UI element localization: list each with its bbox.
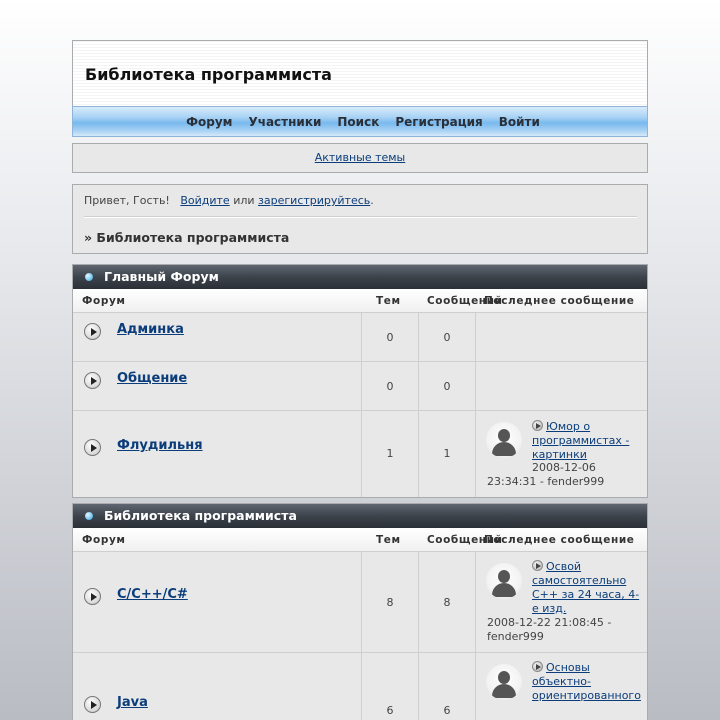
posts-cell	[418, 653, 475, 720]
nav-forum[interactable]: Форум	[186, 114, 233, 129]
last-post-meta: 2008-12-06 23:34:31 - fender999	[487, 461, 605, 488]
category-main-forum	[72, 264, 648, 498]
forum-cell	[73, 313, 361, 361]
or-text: или	[233, 194, 255, 207]
category-header	[73, 504, 647, 528]
forum-cell	[73, 362, 361, 410]
forum-cell	[73, 653, 361, 720]
go-to-post-icon[interactable]	[532, 420, 543, 431]
forum-link[interactable]: Админка	[117, 322, 184, 337]
forum-arrow-icon	[84, 588, 101, 605]
col-posts: Сообщений	[427, 534, 503, 546]
bullet-icon	[85, 512, 93, 520]
go-to-post-icon[interactable]	[532, 560, 543, 571]
forum-link[interactable]: Общение	[117, 371, 188, 386]
last-post-cell	[475, 362, 647, 410]
site-header	[72, 40, 648, 106]
topics-count: 6	[386, 704, 394, 717]
forum-link[interactable]: Флудильня	[117, 438, 203, 453]
last-post-user: fender999	[487, 630, 544, 643]
forum-row	[73, 653, 647, 720]
nav-register[interactable]: Регистрация	[395, 114, 483, 129]
forum-cell	[73, 552, 361, 652]
col-topics: Тем	[376, 295, 401, 307]
forum-cell	[73, 411, 361, 497]
go-to-post-icon[interactable]	[532, 661, 543, 672]
col-last: Последнее сообщение	[484, 295, 635, 307]
topics-cell	[361, 362, 418, 410]
category-library	[72, 503, 648, 720]
active-topics-bar	[72, 143, 648, 173]
posts-cell	[418, 552, 475, 652]
forum-row	[73, 313, 647, 362]
breadcrumb: » Библиотека программиста	[84, 230, 290, 245]
topics-cell	[361, 313, 418, 361]
last-post-user: fender999	[547, 475, 605, 488]
forum-link[interactable]: C/C++/C#	[117, 587, 188, 602]
col-posts: Сообщений	[427, 295, 503, 307]
last-post-cell	[475, 313, 647, 361]
forum-row	[73, 362, 647, 411]
page-wrapper	[72, 40, 648, 720]
greeting-text: Привет, Гость!	[84, 194, 170, 207]
topics-count: 0	[386, 331, 394, 344]
topics-count: 8	[386, 596, 394, 609]
welcome-line	[84, 194, 636, 207]
topics-count: 1	[386, 447, 394, 460]
col-forum: Форум	[82, 295, 126, 307]
forum-arrow-icon	[84, 439, 101, 456]
last-post-link[interactable]: Основы объектно-ориентированного	[532, 661, 641, 702]
category-title: Главный Форум	[104, 269, 219, 284]
topics-count: 0	[386, 380, 394, 393]
category-title: Библиотека программиста	[104, 508, 297, 523]
forum-arrow-icon	[84, 323, 101, 340]
avatar	[486, 563, 522, 599]
posts-count: 6	[443, 704, 451, 717]
posts-cell	[418, 362, 475, 410]
period-text: .	[370, 194, 374, 207]
nav-search[interactable]: Поиск	[337, 114, 380, 129]
forum-link[interactable]: Java	[117, 695, 148, 710]
posts-cell	[418, 411, 475, 497]
last-post-cell	[475, 552, 647, 652]
col-last: Последнее сообщение	[484, 534, 635, 546]
last-post-time: 2008-12-22 21:08:45	[487, 616, 604, 629]
forum-row	[73, 411, 647, 497]
welcome-box	[72, 184, 648, 254]
posts-count: 0	[443, 380, 451, 393]
last-post-time: 2008-12-06 23:34:31	[487, 461, 596, 488]
posts-count: 0	[443, 331, 451, 344]
forum-arrow-icon	[84, 696, 101, 713]
posts-count: 1	[443, 447, 451, 460]
avatar	[486, 422, 522, 458]
column-headers	[73, 289, 647, 313]
posts-count: 8	[443, 596, 451, 609]
avatar	[486, 664, 522, 700]
last-post-title	[532, 661, 647, 703]
nav-members[interactable]: Участники	[248, 114, 322, 129]
posts-cell	[418, 313, 475, 361]
register-link[interactable]: зарегистрируйтесь	[258, 194, 371, 207]
last-post-link[interactable]: Освой самостоятельно C++ за 24 часа, 4-е изд.	[532, 560, 640, 615]
main-nav	[72, 106, 648, 137]
forum-arrow-icon	[84, 372, 101, 389]
bullet-icon	[85, 273, 93, 281]
forum-row	[73, 552, 647, 653]
last-post-title	[532, 420, 640, 462]
divider	[84, 216, 637, 218]
last-post-link[interactable]: Юмор о программистах - картинки	[532, 420, 630, 461]
col-topics: Тем	[376, 534, 401, 546]
column-headers	[73, 528, 647, 552]
last-post-cell	[475, 653, 647, 720]
last-post-title	[532, 560, 640, 616]
last-post-cell	[475, 411, 647, 497]
active-topics-link[interactable]: Активные темы	[314, 151, 406, 164]
topics-cell	[361, 653, 418, 720]
last-post-meta: 2008-12-22 21:08:45 - fender999	[487, 616, 612, 643]
site-title: Библиотека программиста	[85, 65, 332, 84]
nav-login[interactable]: Войти	[498, 114, 540, 129]
topics-cell	[361, 411, 418, 497]
category-header	[73, 265, 647, 289]
topics-cell	[361, 552, 418, 652]
col-forum: Форум	[82, 534, 126, 546]
login-link[interactable]: Войдите	[180, 194, 230, 207]
